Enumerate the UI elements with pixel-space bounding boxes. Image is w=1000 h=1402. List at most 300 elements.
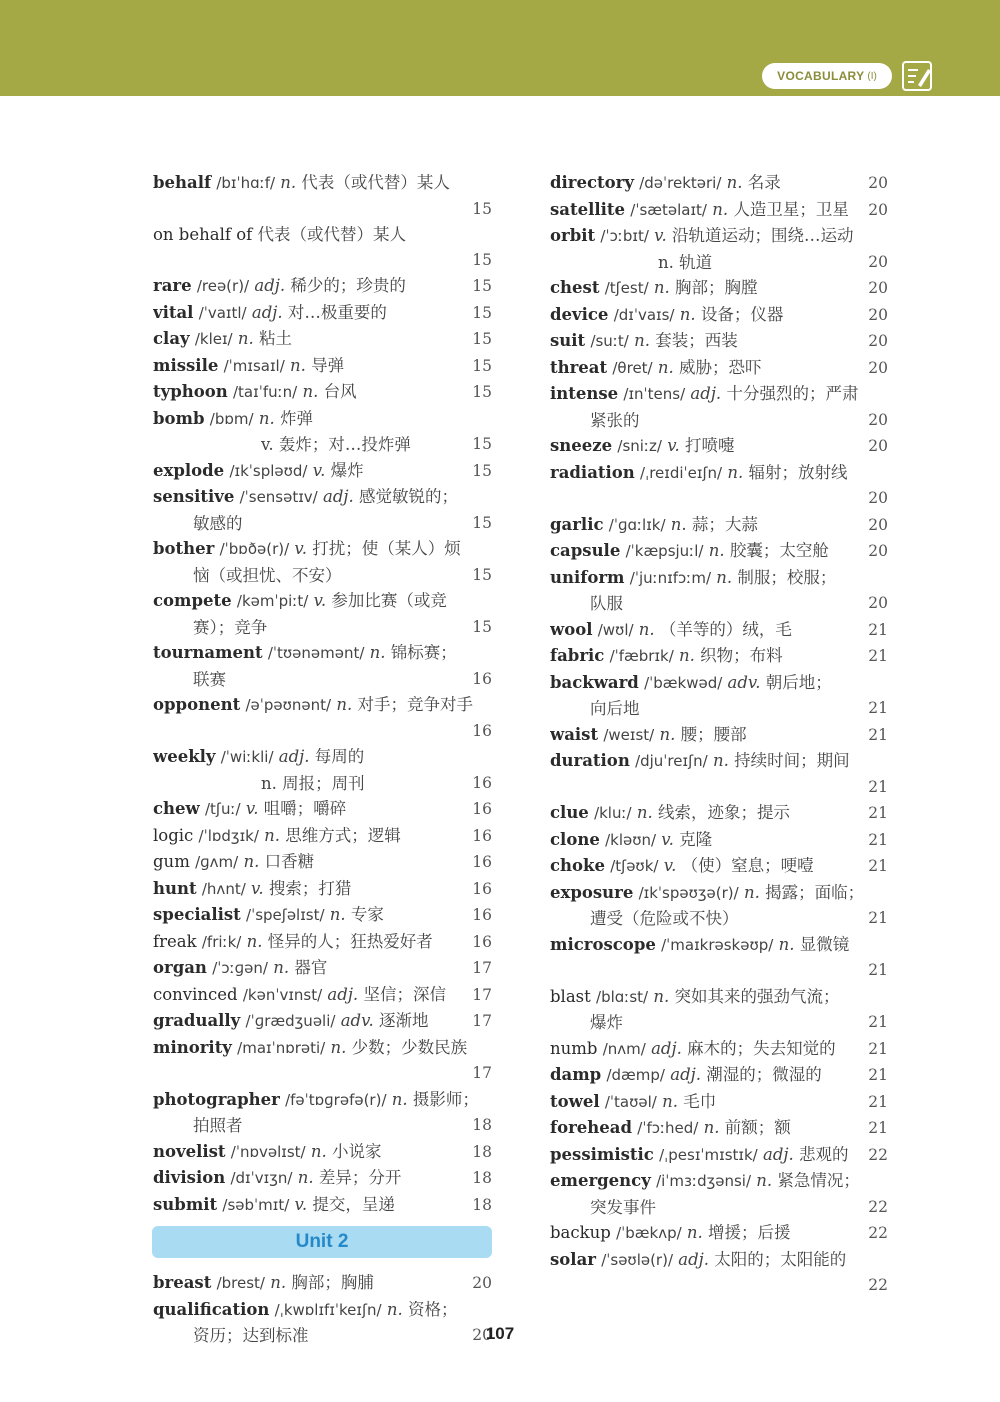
vocab-page-ref: 21 xyxy=(868,1119,888,1137)
vocab-pos: n. xyxy=(778,934,795,954)
vocab-word: damp xyxy=(550,1065,602,1084)
vocab-ipa: /ˈmaɪkrəskəʊp/ xyxy=(661,935,774,954)
vocab-page-ref: 21 xyxy=(868,961,888,979)
vocab-page-ref: 21 xyxy=(868,647,888,665)
vocab-word: typhoon xyxy=(153,382,228,401)
vocab-definition: 沿轨道运动；围绕…运动 xyxy=(672,226,854,245)
vocab-ipa: /kəmˈpiːt/ xyxy=(236,592,309,610)
vocab-entry xyxy=(153,929,492,956)
vocab-page-ref: 17 xyxy=(472,959,492,977)
vocab-word: backward xyxy=(550,672,639,692)
vocab-word: submit xyxy=(153,1194,218,1214)
vocab-pos: n. xyxy=(270,1273,287,1292)
vocab-entry xyxy=(153,484,492,536)
vocab-word: exposure xyxy=(550,882,634,902)
vocab-page-ref: 20 xyxy=(472,1274,492,1292)
vocab-pos: adj. xyxy=(327,984,359,1004)
vocab-page-ref: 16 xyxy=(472,906,492,924)
vocab-ipa: /sniːz/ xyxy=(617,437,662,455)
vocab-entry xyxy=(153,326,492,353)
vocab-definition: 套装；西装 xyxy=(655,331,738,350)
vocab-entry xyxy=(550,932,888,984)
vocab-page-ref: 20 xyxy=(868,200,888,219)
vocab-page-ref: 22 xyxy=(868,1276,888,1294)
vocab-definition: 台风 xyxy=(323,382,357,401)
vocab-pos: n. xyxy=(686,1223,703,1242)
vocab-page-ref: 15 xyxy=(472,383,492,401)
vocab-pos: v. xyxy=(313,591,327,610)
vocab-definition: 对…极重要的 xyxy=(287,302,387,322)
vocab-page-ref: 21 xyxy=(868,1066,888,1084)
vocab-definition-continued: n. 轨道 xyxy=(658,252,713,272)
vocab-page-ref: 20 xyxy=(868,279,888,297)
vocab-ipa: /tʃəʊk/ xyxy=(610,857,659,875)
vocab-entry xyxy=(153,379,492,406)
vocab-word: explode xyxy=(153,460,225,480)
vocab-entry xyxy=(153,353,492,380)
vocab-pos: adj. xyxy=(251,302,283,322)
vocab-definition-continued: 恼（或担忧、不安） xyxy=(193,565,342,585)
vocab-pos: n. xyxy=(703,1118,720,1137)
vocab-word: weekly xyxy=(153,747,216,766)
vocab-definition: 参加比赛（或竞 xyxy=(331,591,447,610)
vocab-ipa: /ˈsəʊlə(r)/ xyxy=(601,1250,674,1269)
vocab-ipa: /blɑːst/ xyxy=(596,987,649,1006)
vocab-word: on behalf of xyxy=(153,225,253,244)
vocab-word: blast xyxy=(550,986,591,1006)
vocab-definition: 差异；分开 xyxy=(318,1168,402,1187)
vocab-word: directory xyxy=(550,173,634,192)
vocab-word: suit xyxy=(550,331,586,350)
vocab-pos: n. xyxy=(653,986,670,1006)
vocab-page-ref: 18 xyxy=(472,1195,492,1214)
vocab-page-ref: 20 xyxy=(868,252,888,271)
vocab-ipa: /ˈnɒvəlɪst/ xyxy=(230,1142,306,1161)
vocab-ipa: /ˈvaɪtl/ xyxy=(198,303,247,322)
vocab-ipa: /ˈfæbrɪk/ xyxy=(609,647,674,665)
vocab-definition-continued: 敏感的 xyxy=(193,513,243,533)
vocab-ipa: /iˈmɜːdʒənsi/ xyxy=(656,1172,752,1190)
vocab-entry xyxy=(550,722,888,749)
vocab-definition: 人造卫星；卫星 xyxy=(733,199,849,219)
vocab-pos: n. xyxy=(727,462,744,482)
vocab-pos: n. xyxy=(712,199,729,219)
vocab-word: orbit xyxy=(550,226,596,245)
vocab-definition: 稀少的；珍贵的 xyxy=(290,276,406,295)
vocab-page-ref: 21 xyxy=(868,804,888,822)
vocab-definition: 摄影师； xyxy=(412,1089,479,1109)
vocab-word: device xyxy=(550,304,609,324)
vocab-word: specialist xyxy=(153,905,241,924)
vocab-ipa: /bɒm/ xyxy=(209,409,254,428)
vocab-pos: adj. xyxy=(323,487,354,506)
vocab-page-ref: 18 xyxy=(472,1116,492,1134)
vocab-page-ref: 15 xyxy=(472,617,492,636)
vocab-word: waist xyxy=(550,724,599,744)
vocab-definition-continued: 爆炸 xyxy=(590,1013,623,1032)
vocab-page-ref: 15 xyxy=(472,277,492,295)
vocab-ipa: /dæmp/ xyxy=(606,1066,665,1084)
vocab-entry xyxy=(153,1008,492,1035)
vocab-pos: adv. xyxy=(340,1011,374,1030)
vocab-word: chest xyxy=(550,278,600,297)
vocab-word: numb xyxy=(550,1038,598,1058)
vocab-pos: n. xyxy=(716,567,733,587)
vocab-definition: 揭露；面临； xyxy=(765,882,865,902)
vocab-definition: 口香糖 xyxy=(264,852,315,871)
vocab-entry xyxy=(153,955,492,982)
vocab-ipa: /ˈsætəlaɪt/ xyxy=(630,200,707,219)
vocab-pos: n. xyxy=(273,958,290,977)
vocab-ipa: /dəˈrektəri/ xyxy=(639,174,722,192)
vocab-definition: 少数；少数民族 xyxy=(351,1037,468,1057)
vocab-word: qualification xyxy=(153,1299,270,1319)
vocab-page-ref: 15 xyxy=(472,565,492,584)
vocab-page-ref: 20 xyxy=(868,542,888,560)
vocab-page-ref: 20 xyxy=(868,305,888,324)
vocab-entry xyxy=(550,302,888,329)
vocab-ipa: /dɪˈvaɪs/ xyxy=(613,305,675,324)
vocab-definition: 对手；竞争对手 xyxy=(357,695,473,714)
vocab-word: sneeze xyxy=(550,436,613,455)
vocab-word: backup xyxy=(550,1223,611,1242)
vocab-word: gum xyxy=(153,852,190,871)
vocab-page-ref: 15 xyxy=(472,250,492,269)
vocab-pos: n. xyxy=(636,803,653,822)
vocab-definition: 增援；后援 xyxy=(708,1223,791,1242)
vocab-ipa: /fəˈtɒɡrəfə(r)/ xyxy=(285,1090,387,1109)
vocab-pos: n. xyxy=(756,1171,773,1190)
vocab-definition: 专家 xyxy=(350,905,384,924)
vocab-ipa: /ˈɔːɡən/ xyxy=(212,959,268,977)
vocab-ipa: /maɪˈnɒrəti/ xyxy=(237,1038,326,1057)
vocab-word: solar xyxy=(550,1249,596,1269)
vocab-ipa: /kluː/ xyxy=(594,804,632,822)
vocab-definition: 代表（或代替）某人 xyxy=(301,173,450,192)
vocab-page-ref: 21 xyxy=(868,1013,888,1031)
vocab-entry xyxy=(550,800,888,827)
vocab-entry xyxy=(153,876,492,903)
vocab-pos: v. xyxy=(251,878,264,898)
vocab-ipa: /ɪkˈspləʊd/ xyxy=(229,461,308,480)
vocab-word: convinced xyxy=(153,984,238,1004)
vocab-ipa: /əˈpəʊnənt/ xyxy=(245,696,332,714)
vocab-page-ref: 16 xyxy=(472,721,492,740)
unit-heading: Unit 2 xyxy=(152,1226,492,1258)
vocab-definition: 织物；布料 xyxy=(700,646,783,665)
vocab-pos: n. xyxy=(391,1089,408,1109)
vocab-pos: n. xyxy=(264,825,281,845)
vocab-definition-continued: 赛）；竞争 xyxy=(193,617,268,637)
vocab-word: breast xyxy=(153,1273,212,1292)
vocab-word: sensitive xyxy=(153,487,235,506)
vocab-pos: n. xyxy=(237,329,254,348)
vocab-ipa: /nʌm/ xyxy=(602,1039,646,1058)
vocab-definition: 线索，迹象；提示 xyxy=(657,803,790,822)
vocab-pos: v. xyxy=(294,539,308,558)
right-column xyxy=(550,170,888,1299)
vocab-pos: adj. xyxy=(762,1144,794,1164)
vocab-pos: n. xyxy=(653,278,670,297)
vocab-ipa: /ˈtʊənəmənt/ xyxy=(267,644,365,662)
vocab-entry xyxy=(153,170,492,222)
vocab-page-ref: 17 xyxy=(472,1064,492,1082)
vocab-ipa: /taɪˈfuːn/ xyxy=(233,383,298,401)
vocab-entry xyxy=(550,328,888,355)
vocab-word: gradually xyxy=(153,1011,241,1030)
vocab-entry xyxy=(550,538,888,565)
vocab-entry xyxy=(550,984,888,1036)
vocab-ipa: /suːt/ xyxy=(590,332,629,350)
vocab-pos: n. xyxy=(369,643,386,662)
vocab-entry xyxy=(153,222,492,273)
vocab-page-ref: 20 xyxy=(868,358,888,377)
vocab-pos: adj. xyxy=(651,1038,682,1058)
vocab-pos: n. xyxy=(243,852,260,871)
vocab-pos: adj. xyxy=(254,276,286,295)
vocab-word: compete xyxy=(153,591,232,610)
vocab-ipa: /weɪst/ xyxy=(603,725,655,744)
vocab-pos: n. xyxy=(634,331,650,350)
vocab-definition: 朝后地； xyxy=(765,672,832,692)
vocab-pos: n. xyxy=(336,695,353,714)
vocab-entry xyxy=(550,460,888,512)
vocab-definition: 潮湿的；微湿的 xyxy=(706,1065,822,1084)
vocab-entry xyxy=(153,823,492,850)
vocab-page-ref: 22 xyxy=(868,1145,888,1164)
vocab-definition: 十分强烈的；严肃 xyxy=(726,384,859,403)
vocab-definition: 逐渐地 xyxy=(378,1011,429,1030)
vocab-ipa: /ˌkwɒlɪfɪˈkeɪʃn/ xyxy=(274,1300,382,1319)
vocab-definition: 持续时间；期间 xyxy=(734,751,850,770)
vocab-pos: v. xyxy=(663,856,677,875)
vocab-ipa: /djuˈreɪʃn/ xyxy=(635,752,708,770)
vocab-entry xyxy=(153,849,492,876)
vocab-definition: 腰；腰部 xyxy=(680,724,747,744)
vocab-definition: 提交，呈递 xyxy=(312,1194,395,1214)
vocab-entry xyxy=(153,588,492,640)
vocab-ipa: /ˈbɒðə(r)/ xyxy=(219,540,290,558)
vocab-definition: （羊等的）绒，毛 xyxy=(659,619,792,639)
vocab-ipa: /kənˈvɪnst/ xyxy=(242,985,323,1004)
vocab-ipa: /wʊl/ xyxy=(597,620,634,639)
page-number: 107 xyxy=(485,1324,515,1343)
vocab-word: hunt xyxy=(153,878,197,898)
vocab-definition: 悲观的 xyxy=(799,1144,849,1164)
vocab-pos: n. xyxy=(386,1299,403,1319)
vocab-word: threat xyxy=(550,357,608,377)
vocab-entry xyxy=(550,880,888,932)
vocab-word: choke xyxy=(550,856,605,875)
vocab-ipa: /ɪkˈspəʊʒə(r)/ xyxy=(638,883,739,902)
vocab-ipa: /ˈkæpsjuːl/ xyxy=(625,542,704,560)
vocab-definition: 设备；仪器 xyxy=(700,304,784,324)
vocab-ipa: /ɡʌm/ xyxy=(195,853,239,871)
vocab-pos: n. xyxy=(297,1168,314,1187)
vocab-word: clay xyxy=(153,329,190,348)
vocab-page-ref: 21 xyxy=(868,909,888,927)
vocab-entry xyxy=(550,223,888,275)
vocab-definition: 太阳的；太阳能的 xyxy=(714,1249,847,1269)
left-column xyxy=(153,170,492,1349)
vocab-definition: 胶囊；太空舱 xyxy=(729,541,829,560)
vocab-word: garlic xyxy=(550,514,604,534)
vocab-pos: n. xyxy=(258,408,275,428)
vocab-ipa: /friːk/ xyxy=(201,932,242,951)
badge-title: VOCABULARY xyxy=(777,69,865,83)
vocab-page-ref: 21 xyxy=(868,725,888,744)
vocab-page-ref: 22 xyxy=(868,1197,888,1216)
vocab-word: division xyxy=(153,1168,226,1187)
vocab-pos: n. xyxy=(743,882,760,902)
vocab-ipa: /bɪˈhɑːf/ xyxy=(216,174,276,192)
vocab-page-ref: 20 xyxy=(472,1326,492,1344)
vocab-page-ref: 20 xyxy=(868,489,888,507)
vocab-entry xyxy=(153,1087,492,1139)
vocab-entry xyxy=(550,1247,888,1299)
vocab-entry xyxy=(550,853,888,880)
vocab-definition: 锦标赛； xyxy=(390,643,457,662)
vocab-page-ref: 15 xyxy=(472,435,492,453)
vocab-word: fabric xyxy=(550,646,605,665)
vocab-entry xyxy=(153,796,492,823)
vocab-definition: 名录 xyxy=(747,173,781,192)
vocab-entry xyxy=(153,692,492,744)
vocab-definition: 导弹 xyxy=(311,355,345,375)
vocab-word: behalf xyxy=(153,173,212,192)
vocab-definition: 爆炸 xyxy=(330,460,364,480)
vocab-definition: 资格； xyxy=(407,1299,458,1319)
vocab-entry xyxy=(550,1220,888,1247)
vocab-ipa: /reə(r)/ xyxy=(196,277,250,295)
vocab-entry xyxy=(153,1270,492,1297)
vocab-pos: n. xyxy=(657,357,674,377)
vocab-definition: （使）窒息；哽噎 xyxy=(681,856,814,875)
vocab-word: logic xyxy=(153,825,194,845)
vocab-ipa: /dɪˈvɪʒn/ xyxy=(230,1169,293,1187)
vocab-word: vital xyxy=(153,302,194,322)
vocab-word: pessimistic xyxy=(550,1144,654,1164)
vocab-word: novelist xyxy=(153,1141,226,1161)
vocab-entry xyxy=(550,433,888,460)
left-entries-unit1 xyxy=(153,170,492,1218)
vocab-entry xyxy=(153,273,492,300)
vocab-entry xyxy=(153,458,492,485)
vocab-definition: 打喷嚏 xyxy=(685,436,735,455)
vocab-word: opponent xyxy=(153,695,241,714)
vocab-entry xyxy=(153,982,492,1009)
vocab-page-ref: 16 xyxy=(472,800,492,818)
vocab-entry xyxy=(153,1035,492,1087)
right-entries xyxy=(550,170,888,1299)
vocab-entry xyxy=(550,275,888,302)
vocab-definition: 咀嚼；嚼碎 xyxy=(263,799,347,818)
vocab-definition: 显微镜 xyxy=(799,934,850,954)
vocab-word: clone xyxy=(550,829,600,849)
vocab-page-ref: 15 xyxy=(472,513,492,532)
vocab-definition: 胸部；胸脯 xyxy=(291,1273,374,1292)
vocab-entry xyxy=(550,1142,888,1169)
vocab-ipa: /tʃuː/ xyxy=(205,800,241,818)
vocab-entry xyxy=(153,1192,492,1219)
vocab-page-ref: 16 xyxy=(472,669,492,688)
vocab-page-ref: 16 xyxy=(472,932,492,951)
vocab-definition-continued: 联赛 xyxy=(193,669,226,689)
vocab-definition: 威胁；恐吓 xyxy=(678,357,762,377)
vocab-word: uniform xyxy=(550,567,625,587)
vocab-word: towel xyxy=(550,1091,600,1111)
vocab-pos: n. xyxy=(329,905,346,924)
vocab-ipa: /ˈbækʌp/ xyxy=(616,1224,682,1242)
vocab-ipa: /səbˈmɪt/ xyxy=(222,1195,290,1214)
vocab-ipa: /hʌnt/ xyxy=(201,879,246,898)
vocab-definition-continued: 拍照者 xyxy=(193,1116,243,1135)
vocab-page-ref: 20 xyxy=(868,594,888,612)
vocab-page-ref: 20 xyxy=(868,437,888,455)
vocab-entry xyxy=(153,640,492,692)
vocab-pos: n. xyxy=(330,1037,347,1057)
vocab-pos: n. xyxy=(670,514,687,534)
vocab-entry xyxy=(153,406,492,458)
vocab-word: satellite xyxy=(550,199,626,219)
vocab-pos: v. xyxy=(667,436,680,455)
vocab-pos: v. xyxy=(312,460,326,480)
vocab-entry xyxy=(550,512,888,539)
vocab-entry xyxy=(550,1062,888,1089)
vocab-page-ref: 21 xyxy=(868,699,888,717)
vocab-word: missile xyxy=(153,355,219,375)
vocab-definition: 粘土 xyxy=(258,329,292,348)
vocab-definition-continued: 遭受（危险或不快） xyxy=(590,909,739,928)
vocab-definition: 坚信；深信 xyxy=(363,984,446,1004)
vocab-definition: 克隆 xyxy=(679,829,713,849)
section-badge xyxy=(762,63,892,89)
vocab-entry xyxy=(550,1089,888,1116)
vocab-definition: 怪异的人；狂热爱好者 xyxy=(267,931,433,951)
vocab-entry xyxy=(550,565,888,617)
vocab-ipa: /ˈjuːnɪfɔːm/ xyxy=(629,568,712,587)
vocab-definition: 毛巾 xyxy=(683,1091,717,1111)
vocab-definition: 打扰；使（某人）烦 xyxy=(312,539,461,558)
vocab-ipa: /ˈmɪsaɪl/ xyxy=(223,356,285,375)
vocab-ipa: /ˈlɒdʒɪk/ xyxy=(198,826,259,845)
vocab-pos: adv. xyxy=(727,672,761,692)
vocab-ipa: /kleɪ/ xyxy=(194,330,233,348)
vocab-definition: 前额；额 xyxy=(724,1118,791,1137)
vocab-ipa: /ˌreɪdiˈeɪʃn/ xyxy=(640,463,723,482)
vocab-definition: 紧急情况； xyxy=(777,1171,860,1190)
vocab-definition: 器官 xyxy=(294,958,328,977)
vocab-pos: n. xyxy=(679,646,695,665)
vocab-word: rare xyxy=(153,276,192,295)
vocab-page-ref: 20 xyxy=(868,332,888,350)
vocab-definition: 代表（或代替）某人 xyxy=(257,225,407,244)
vocab-word: intense xyxy=(550,384,619,403)
vocab-page-ref: 16 xyxy=(472,826,492,845)
vocab-page-ref: 15 xyxy=(472,303,492,322)
vocab-entry xyxy=(153,744,492,796)
vocab-definition: 麻木的；失去知觉的 xyxy=(687,1038,836,1058)
vocab-word: chew xyxy=(153,799,200,818)
vocab-entry xyxy=(550,381,888,433)
vocab-word: wool xyxy=(550,619,593,639)
vocab-page-ref: 21 xyxy=(868,620,888,639)
vocab-definition: 每周的 xyxy=(314,747,365,766)
vocab-word: forehead xyxy=(550,1118,633,1137)
vocab-entry xyxy=(550,643,888,670)
vocab-word: microscope xyxy=(550,934,656,954)
vocab-entry xyxy=(153,1139,492,1166)
